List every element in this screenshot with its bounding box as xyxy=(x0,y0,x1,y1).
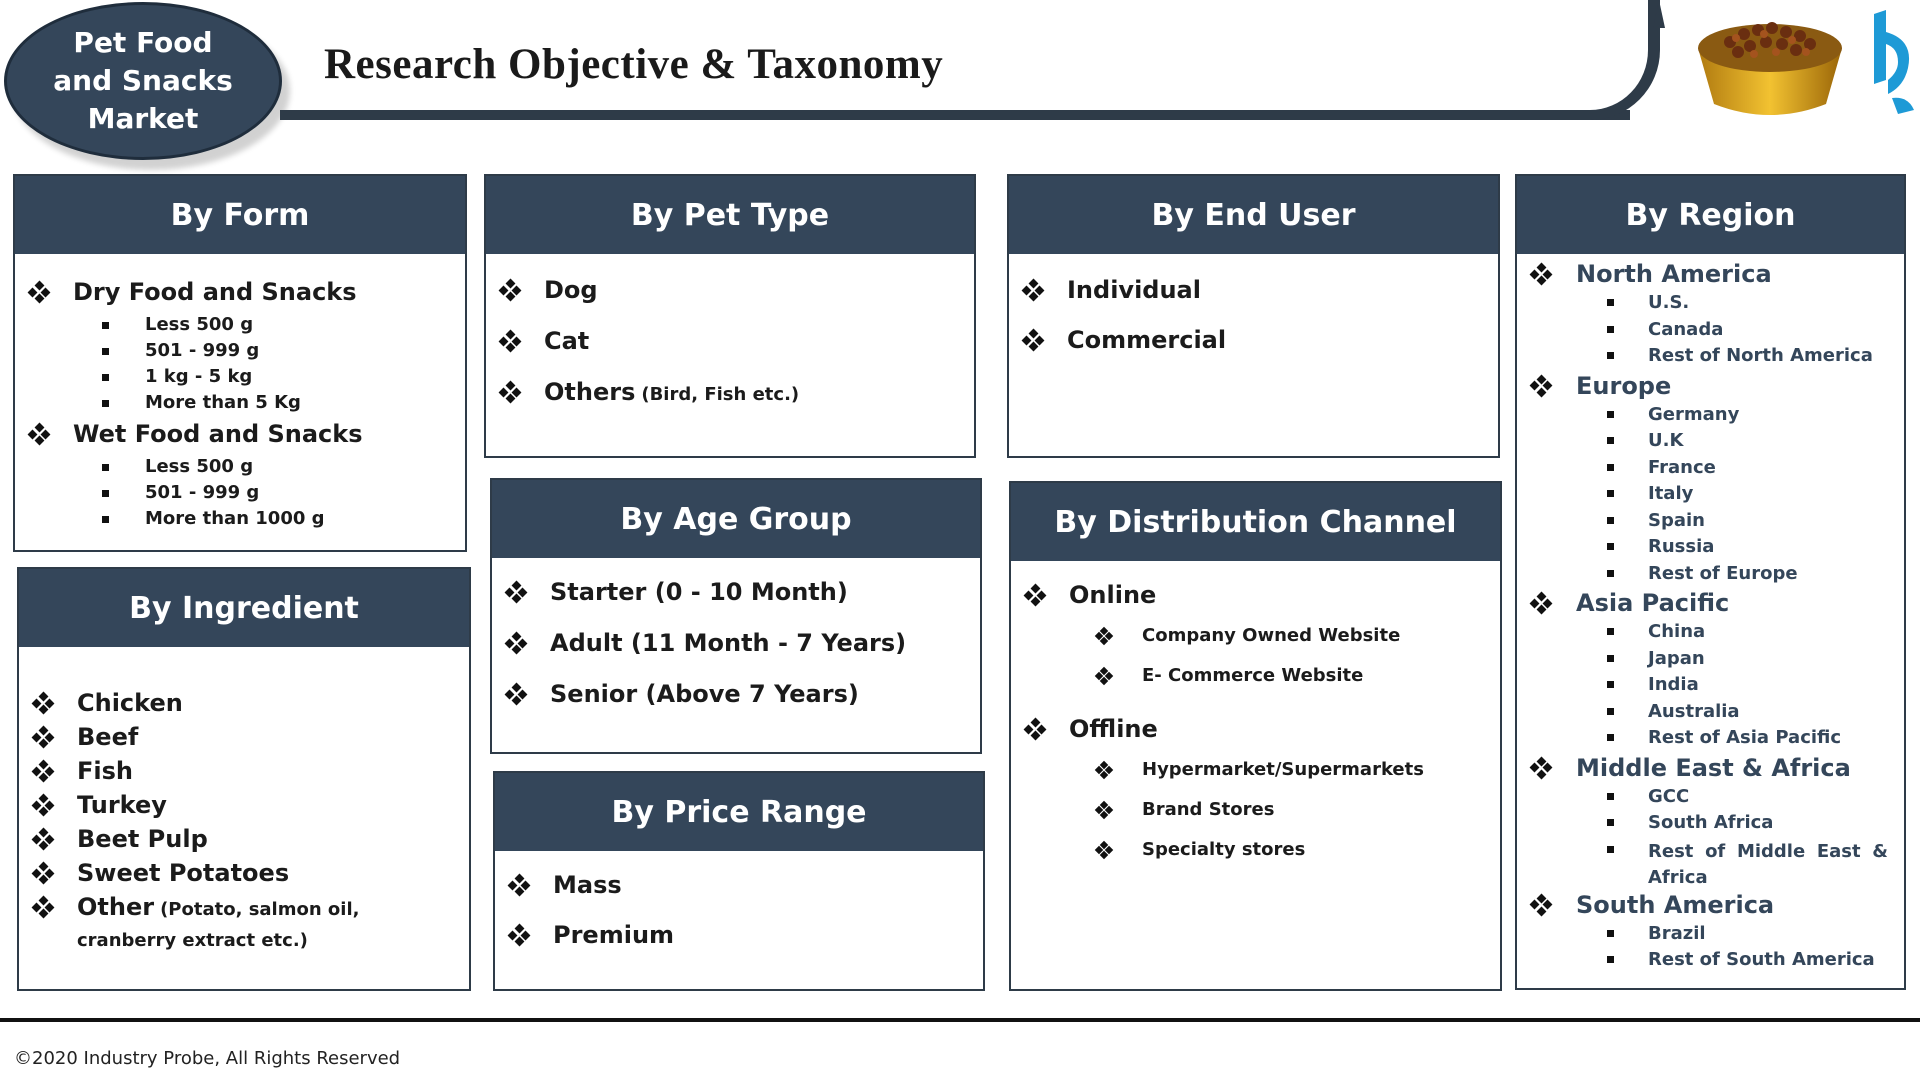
title-bar-curve xyxy=(1540,0,1660,120)
region-item: Italy xyxy=(1648,483,1694,504)
region-group-label: Asia Pacific xyxy=(1576,589,1730,617)
diamond-bullet-icon xyxy=(509,875,529,895)
group-label: Dry Food and Snacks xyxy=(73,278,357,306)
copyright-text: ©2020 Industry Probe, All Rights Reserved xyxy=(14,1048,401,1069)
region-item: Rest of North America xyxy=(1648,345,1873,366)
region-item: China xyxy=(1648,621,1706,642)
region-item: South Africa xyxy=(1648,812,1774,833)
list-item: Brand Stores xyxy=(1142,799,1275,820)
square-bullet-icon xyxy=(1607,734,1614,741)
diamond-bullet-icon xyxy=(500,382,520,402)
square-bullet-icon xyxy=(1607,464,1614,471)
panel-title: By Region xyxy=(1517,176,1904,254)
square-bullet-icon xyxy=(1607,846,1614,853)
diamond-bullet-icon xyxy=(1023,330,1043,350)
diamond-bullet-icon xyxy=(29,424,49,444)
square-bullet-icon xyxy=(102,516,109,523)
region-item: Australia xyxy=(1648,700,1740,722)
region-group-label: Europe xyxy=(1576,371,1672,400)
title-bar-spike xyxy=(1653,0,1665,28)
list-item: Chicken xyxy=(77,689,183,717)
diamond-bullet-icon xyxy=(1023,280,1043,300)
others-note: (Bird, Fish etc.) xyxy=(641,384,800,405)
diamond-bullet-icon xyxy=(33,693,53,713)
square-bullet-icon xyxy=(1607,793,1614,800)
group-label: Offline xyxy=(1069,715,1158,743)
square-bullet-icon xyxy=(102,348,109,355)
list-item: Starter (0 - 10 Month) xyxy=(550,578,848,606)
diamond-bullet-icon xyxy=(1531,758,1551,778)
region-item: Spain xyxy=(1648,509,1705,531)
list-item: Beef xyxy=(77,723,139,751)
panel-by-price-range xyxy=(493,771,985,991)
square-bullet-icon xyxy=(1607,681,1614,688)
region-group-label: South America xyxy=(1576,890,1775,919)
list-item: Specialty stores xyxy=(1142,839,1306,860)
list-item: Less 500 g xyxy=(145,456,254,477)
square-bullet-icon xyxy=(102,322,109,329)
panel-by-age-group xyxy=(490,478,982,754)
diamond-bullet-icon xyxy=(1531,264,1551,284)
market-name-badge: Pet Food and Snacks Market xyxy=(4,2,282,160)
panel-title: By Price Range xyxy=(495,773,983,851)
panel-title: By Age Group xyxy=(492,480,980,558)
square-bullet-icon xyxy=(1607,299,1614,306)
region-item: Canada xyxy=(1648,318,1724,340)
diamond-bullet-icon xyxy=(1096,668,1112,684)
list-item: Less 500 g xyxy=(145,314,254,335)
square-bullet-icon xyxy=(1607,819,1614,826)
list-item: E- Commerce Website xyxy=(1142,665,1364,686)
panel-title: By Pet Type xyxy=(486,176,974,254)
diamond-bullet-icon xyxy=(1531,593,1551,613)
square-bullet-icon xyxy=(1607,437,1614,444)
region-item: Japan xyxy=(1648,647,1705,669)
panel-by-region xyxy=(1515,174,1906,990)
panel-title: By End User xyxy=(1009,176,1498,254)
list-item: Adult (11 Month - 7 Years) xyxy=(550,629,907,657)
diamond-bullet-icon xyxy=(500,280,520,300)
diamond-bullet-icon xyxy=(506,684,526,704)
region-item: U.K xyxy=(1648,430,1684,451)
list-item: Sweet Potatoes xyxy=(77,859,290,887)
list-item: More than 5 Kg xyxy=(145,392,301,413)
panel-by-ingredient xyxy=(17,567,471,991)
square-bullet-icon xyxy=(1607,708,1614,715)
region-group-label: North America xyxy=(1576,260,1772,288)
region-item: France xyxy=(1648,456,1716,478)
page-title: Research Objective & Taxonomy xyxy=(324,41,944,88)
square-bullet-icon xyxy=(1607,411,1614,418)
region-item: Rest of Europe xyxy=(1648,562,1798,584)
region-item: U.S. xyxy=(1648,292,1690,313)
square-bullet-icon xyxy=(102,464,109,471)
diamond-bullet-icon xyxy=(33,863,53,883)
square-bullet-icon xyxy=(1607,956,1614,963)
other-note: (Potato, salmon oil, cranberry extract etc.) xyxy=(77,899,360,951)
diamond-bullet-icon xyxy=(1025,585,1045,605)
list-item: Mass xyxy=(553,871,622,899)
company-logo-icon xyxy=(1868,10,1916,114)
square-bullet-icon xyxy=(1607,517,1614,524)
list-item: Other (Potato, salmon oil, cranberry extract etc.) xyxy=(77,893,360,951)
square-bullet-icon xyxy=(102,400,109,407)
square-bullet-icon xyxy=(1607,655,1614,662)
diamond-bullet-icon xyxy=(509,925,529,945)
region-item: Rest of Asia Pacific xyxy=(1648,727,1842,748)
diamond-bullet-icon xyxy=(506,633,526,653)
list-item: 1 kg - 5 kg xyxy=(145,366,253,387)
square-bullet-icon xyxy=(102,374,109,381)
list-item: 501 - 999 g xyxy=(145,340,260,361)
square-bullet-icon xyxy=(1607,628,1614,635)
diamond-bullet-icon xyxy=(1025,719,1045,739)
diamond-bullet-icon xyxy=(1531,895,1551,915)
region-item: GCC xyxy=(1648,785,1690,807)
list-item: Beet Pulp xyxy=(77,825,208,853)
region-item: Russia xyxy=(1648,536,1715,557)
list-item: Premium xyxy=(553,921,675,949)
square-bullet-icon xyxy=(1607,326,1614,333)
diamond-bullet-icon xyxy=(33,795,53,815)
diamond-bullet-icon xyxy=(506,582,526,602)
diamond-bullet-icon xyxy=(33,761,53,781)
list-item: Others (Bird, Fish etc.) xyxy=(544,378,800,406)
panel-title: By Distribution Channel xyxy=(1011,483,1500,561)
list-item: More than 1000 g xyxy=(145,508,325,529)
list-item: Fish xyxy=(77,757,133,785)
panel-by-pet-type xyxy=(484,174,976,458)
panel-by-form xyxy=(13,174,467,552)
region-item: Germany xyxy=(1648,403,1740,425)
region-item: India xyxy=(1648,674,1699,695)
diamond-bullet-icon xyxy=(1096,762,1112,778)
panel-title: By Form xyxy=(15,176,465,254)
diamond-bullet-icon xyxy=(1531,376,1551,396)
footer-divider xyxy=(0,1018,1920,1022)
list-item: 501 - 999 g xyxy=(145,482,260,503)
diamond-bullet-icon xyxy=(33,727,53,747)
pet-food-bowl-icon xyxy=(1690,8,1850,120)
list-item: Senior (Above 7 Years) xyxy=(550,680,859,708)
panel-by-distribution-channel xyxy=(1009,481,1502,991)
list-item: Company Owned Website xyxy=(1142,625,1401,646)
square-bullet-icon xyxy=(102,490,109,497)
square-bullet-icon xyxy=(1607,490,1614,497)
diamond-bullet-icon xyxy=(1096,842,1112,858)
diamond-bullet-icon xyxy=(33,829,53,849)
list-item: Turkey xyxy=(77,791,167,819)
list-item: Individual xyxy=(1067,276,1201,304)
list-item: Cat xyxy=(544,327,590,355)
list-item: Hypermarket/Supermarkets xyxy=(1142,759,1424,780)
panel-title: By Ingredient xyxy=(19,569,469,647)
list-item: Dog xyxy=(544,276,598,304)
group-label: Online xyxy=(1069,581,1157,609)
diamond-bullet-icon xyxy=(33,897,53,917)
region-group-label: Middle East & Africa xyxy=(1576,753,1851,782)
diamond-bullet-icon xyxy=(1096,802,1112,818)
square-bullet-icon xyxy=(1607,930,1614,937)
list-item: Commercial xyxy=(1067,326,1227,354)
region-item: Brazil xyxy=(1648,922,1706,944)
diamond-bullet-icon xyxy=(500,331,520,351)
diamond-bullet-icon xyxy=(29,282,49,302)
diamond-bullet-icon xyxy=(1096,628,1112,644)
group-label: Wet Food and Snacks xyxy=(73,420,363,448)
region-item: Rest of South America xyxy=(1648,949,1875,970)
title-underline-bar xyxy=(280,110,1630,120)
square-bullet-icon xyxy=(1607,570,1614,577)
square-bullet-icon xyxy=(1607,543,1614,550)
panel-by-end-user xyxy=(1007,174,1500,458)
square-bullet-icon xyxy=(1607,352,1614,359)
region-item: Rest of Middle East & Africa xyxy=(1648,840,1888,888)
